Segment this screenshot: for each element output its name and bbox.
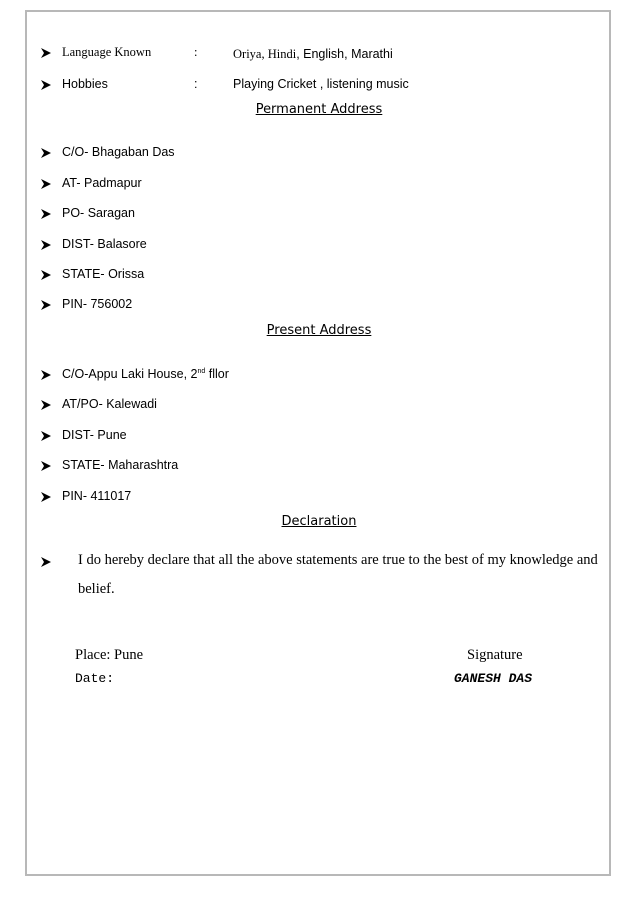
arrow-bullet-icon [40, 399, 52, 411]
signature-name: GANESH DAS [454, 671, 533, 686]
date-label: Date: [75, 671, 115, 686]
hobbies-separator: : [194, 77, 198, 91]
arrow-bullet-icon [40, 208, 52, 220]
signature-label: Signature [467, 647, 523, 663]
arrow-bullet-icon [40, 269, 52, 281]
permanent-address-heading: Permanent Address [255, 102, 383, 117]
arrow-bullet-icon [40, 47, 52, 59]
present-address-item: AT/PO- Kalewadi [62, 397, 157, 411]
arrow-bullet-icon [40, 491, 52, 503]
page-border [25, 10, 611, 876]
language-label: Language Known [62, 45, 152, 59]
language-value: Oriya, Hindi, English, Marathi [233, 47, 393, 61]
declaration-text-line2: belief. [78, 581, 115, 597]
hobbies-label: Hobbies [62, 77, 108, 91]
place-text: Place: Pune [75, 647, 144, 663]
arrow-bullet-icon [40, 430, 52, 442]
arrow-bullet-icon [40, 239, 52, 251]
arrow-bullet-icon [40, 556, 52, 568]
permanent-address-item: AT- Padmapur [62, 176, 142, 190]
permanent-address-item: C/O- Bhagaban Das [62, 145, 175, 159]
arrow-bullet-icon [40, 178, 52, 190]
language-separator: : [194, 45, 198, 59]
arrow-bullet-icon [40, 147, 52, 159]
arrow-bullet-icon [40, 369, 52, 381]
permanent-address-item: PO- Saragan [62, 206, 135, 220]
permanent-address-item: STATE- Orissa [62, 267, 145, 281]
declaration-heading: Declaration [281, 514, 357, 529]
permanent-address-item: DIST- Balasore [62, 237, 147, 251]
present-address-heading: Present Address [266, 323, 372, 338]
arrow-bullet-icon [40, 299, 52, 311]
present-address-co: C/O-Appu Laki House, 2nd fllor [62, 367, 229, 381]
present-address-item: DIST- Pune [62, 428, 127, 442]
permanent-address-item: PIN- 756002 [62, 297, 133, 311]
arrow-bullet-icon [40, 460, 52, 472]
present-address-item: PIN- 411017 [62, 489, 132, 503]
hobbies-value: Playing Cricket , listening music [233, 77, 409, 91]
declaration-text-line1: I do hereby declare that all the above statements are true to the best of my knowledge and [78, 552, 598, 568]
present-address-item: STATE- Maharashtra [62, 458, 179, 472]
arrow-bullet-icon [40, 79, 52, 91]
